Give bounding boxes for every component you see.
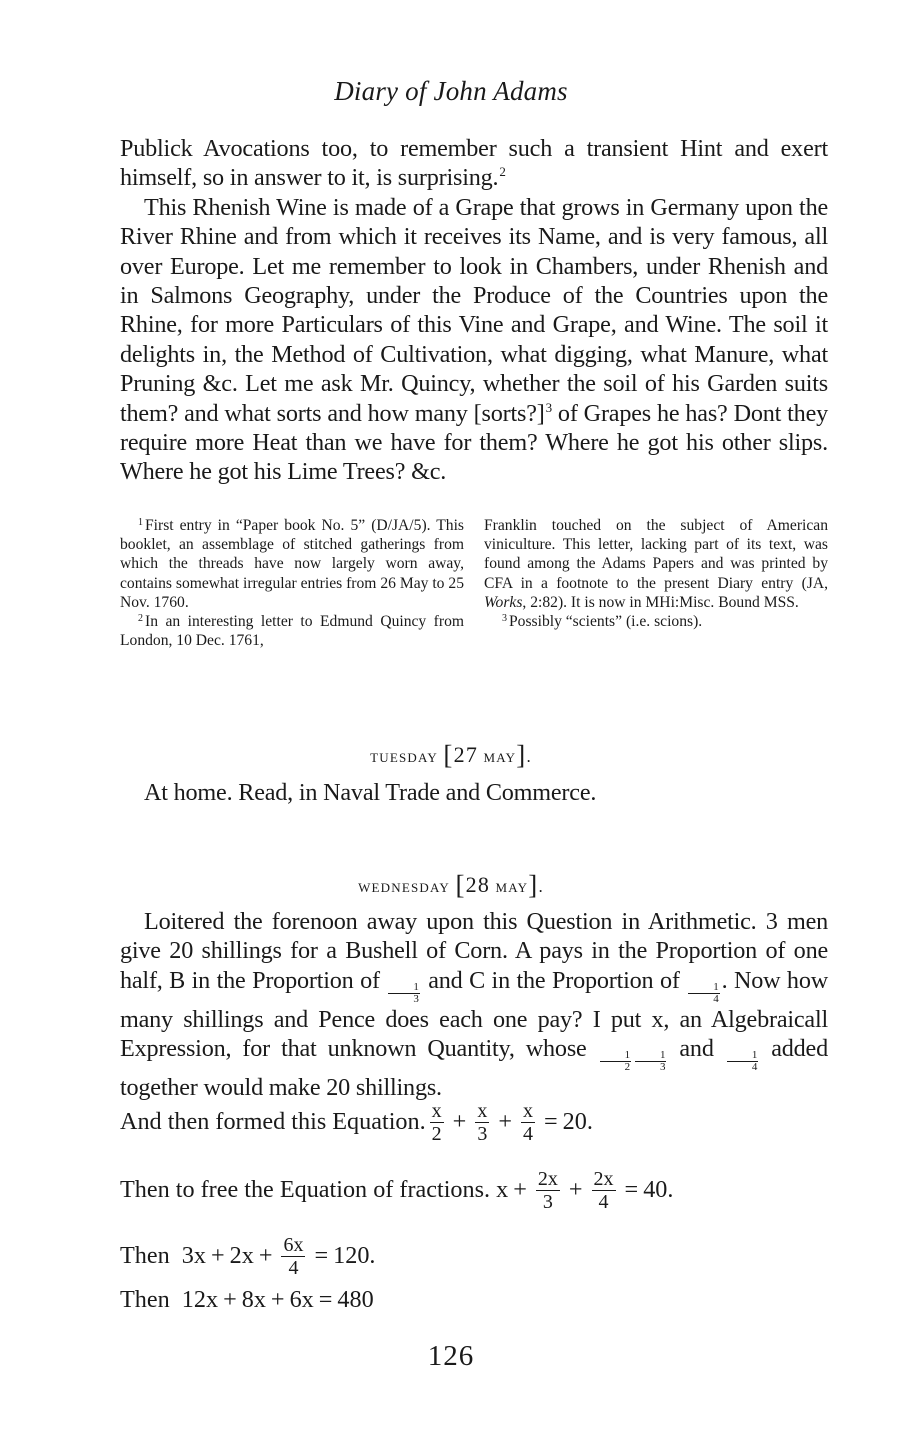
equation-4: Then 12x + 8x + 6x = 480 xyxy=(120,1286,374,1313)
footnote-2: $^2$ In an interesting letter to Edmund Quincy from London, 10 Dec. 1761, xyxy=(120,613,464,650)
rhenish-paragraph: This Rhenish Wine is made of a Grape that grows in Germany upon the River Rhine and from which it receives its Name, and is very famous, all over Europe. Let me remember to look in Chambers, under Rhenish and in Salmons Geography, under the Produce of the Countries upon the Rhine, for more Particulars of this Vine and Grape, and Wine. The soil it delights in, the Method of Cultivation, what digging, what Manure, what Pruning &c. Let me ask Mr. Quincy, whether the soil of his Garden suits them? and what sorts and how many [sorts?]$^3$ of Grapes he has? Dont they require more Heat than we have for them? Where he got his other slips. Where he got his Lime Trees? &c. xyxy=(120,193,829,486)
fraction-one-quarter-b: $\frac{1}{4}$ xyxy=(727,1050,758,1073)
eq1-term-1: $\frac{x}{2}$ xyxy=(431,1099,442,1145)
fraction-one-third-b: $\frac{1}{3}$ xyxy=(635,1050,666,1073)
eq2-term-1: $\frac{2x}{3}$ xyxy=(537,1167,558,1213)
footnote-ref-3[interactable]: 3 xyxy=(545,399,552,415)
fraction-one-quarter: $\frac{1}{4}$ xyxy=(688,982,719,1005)
equation-2: Then to free the Equation of fractions. x + $\frac{2x}{3}$ + $\frac{2x}{4}$ = 40. xyxy=(120,1167,674,1213)
footnotes xyxy=(120,516,828,650)
equation-1: And then formed this Equation. $\frac{x}{2}$ + $\frac{x}{3}$ + $\frac{x}{4}$ = 20. xyxy=(120,1099,593,1145)
entry-heading-tuesday: tuesday [27 may]. xyxy=(370,740,532,770)
eq1-term-3: $\frac{x}{4}$ xyxy=(522,1099,533,1145)
entry-tuesday-text: At home. Read, in Naval Trade and Commerce. xyxy=(144,779,597,806)
entry-wednesday-text: Loitered the forenoon away upon this Question in Arithmetic. 3 men give 20 shillings for a Bushell of Corn. A pays in the Proportion of one half, B in the Proportion of $\frac{1}{3}$ and C in the Proportion of $\frac{1}{4}$ . Now how many shillings and Pence does each one pay? I put x, an Algebraicall Expression, for that unknown Quantity, whose $\frac{1}{2}$ $\frac{1}{3}$ and $\frac{1}{4}$ added together would make 20 shillings. xyxy=(120,908,828,1102)
eq2-term-2: $\frac{2x}{4}$ xyxy=(593,1167,614,1213)
equation-3: Then 3x + 2x + $\frac{6x}{4}$ = 120. xyxy=(120,1233,376,1279)
eq1-term-2: $\frac{x}{3}$ xyxy=(477,1099,488,1145)
footnotes-right-column xyxy=(484,516,828,650)
footnote-ref-2[interactable]: 2 xyxy=(499,164,506,180)
footnotes-left-column xyxy=(120,516,464,650)
running-head: Diary of John Adams xyxy=(334,76,568,106)
footnote-1: $^1$ First entry in “Paper book No. 5” (D/JA/5). This booklet, an assemblage of stitched gatherings from which the threads have now largely worn away, contains somewhat irregular entries from 26 May to 25 Nov. 1760. xyxy=(120,517,464,611)
footnote-2-continued: Franklin touched on the subject of American viniculture. This letter, lacking part of its text, was found among the Adams Papers and was printed by CFA in a footnote to the present Diary entry (JA, Works, 2:82). It is now in MHi:Misc. Bound MSS. xyxy=(484,517,828,611)
continuation-paragraph: Publick Avocations too, to remember such a transient Hint and exert himself, so in answer to it, is surprising.$^2$ xyxy=(120,135,828,192)
fraction-one-half: $\frac{1}{2}$ xyxy=(600,1050,631,1073)
eq3-term-1: $\frac{6x}{4}$ xyxy=(283,1233,304,1279)
entry-heading-wednesday: wednesday [28 may]. xyxy=(358,870,544,900)
footnote-3: $^3$ Possibly “scients” (i.e. scions). xyxy=(502,613,703,631)
page-number: 126 xyxy=(427,1340,475,1372)
main-text-block xyxy=(120,134,828,487)
fraction-one-third: $\frac{1}{3}$ xyxy=(388,982,419,1005)
